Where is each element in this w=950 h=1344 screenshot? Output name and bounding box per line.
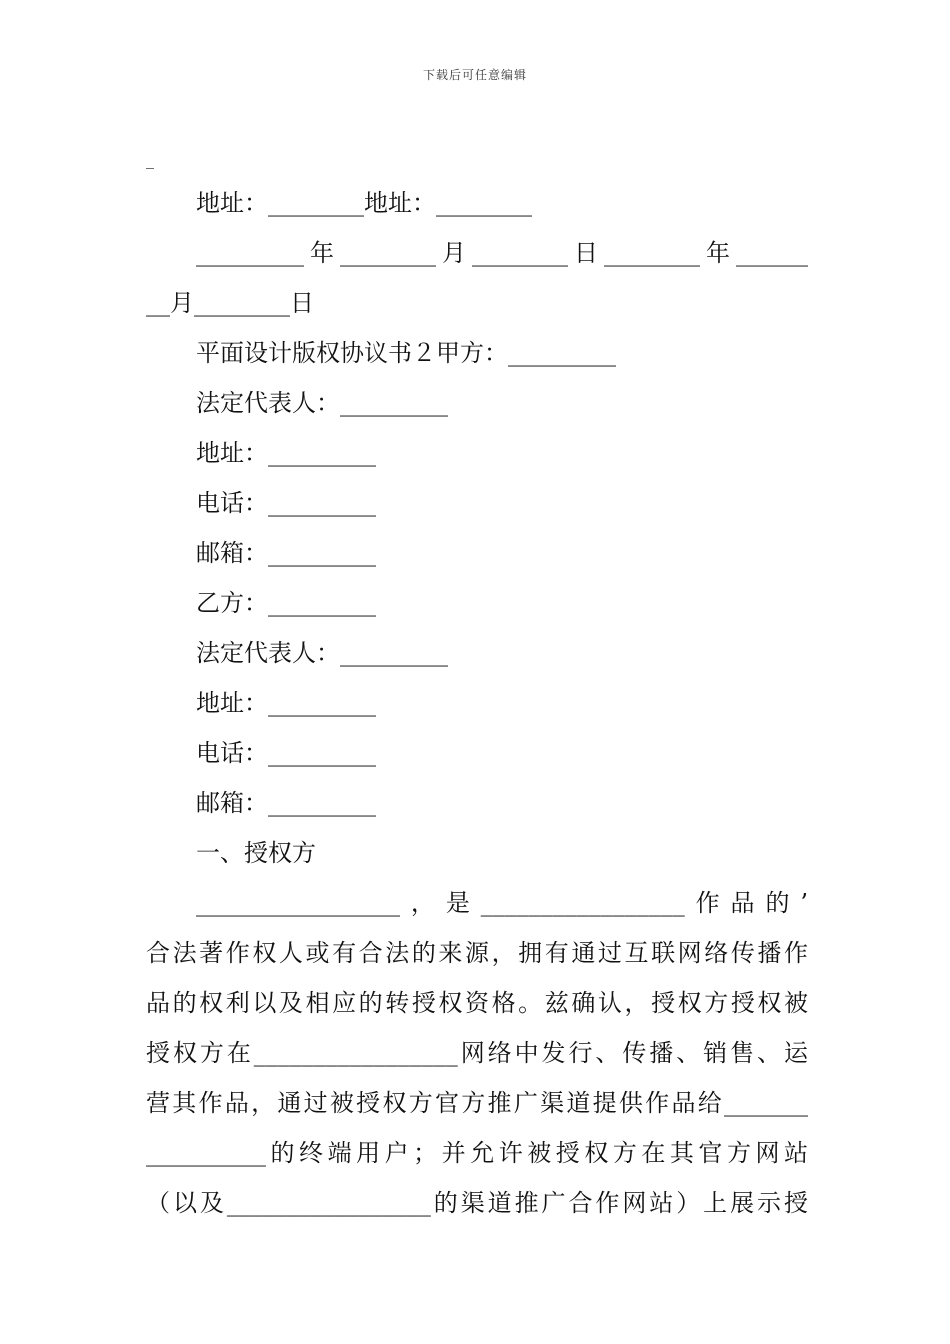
paragraph-line: 品的权利以及相应的转授权资格。兹确认，授权方授权被 (146, 989, 808, 1017)
party-a-email: 邮箱：_________ (196, 539, 376, 567)
party-a-address: 地址：_________ (196, 439, 376, 467)
party-b: 乙方：_________ (196, 589, 376, 617)
agreement-title-party-a: 平面设计版权协议书２甲方：_________ (196, 339, 616, 367)
paragraph-line: 营其作品，通过被授权方官方推广渠道提供作品给_______ (146, 1089, 808, 1117)
paragraph-line: __________的终端用户；并允许被授权方在其官方网站 (146, 1139, 808, 1167)
party-b-email: 邮箱：_________ (196, 789, 376, 817)
party-a-phone: 电话：_________ (196, 489, 376, 517)
party-b-address: 地址：_________ (196, 689, 376, 717)
party-b-phone: 电话：_________ (196, 739, 376, 767)
party-b-legal-rep: 法定代表人：_________ (196, 639, 448, 667)
document-body (146, 178, 808, 1228)
party-a-legal-rep: 法定代表人：_________ (196, 389, 448, 417)
date-line: _________年________月________日________年______ (196, 239, 808, 267)
address-line: 地址：________地址：________ (196, 189, 532, 217)
paragraph-line: 合法著作权人或有合法的来源，拥有通过互联网络传播作 (146, 939, 808, 967)
paragraph-line: 授权方在_________________网络中发行、传播、销售、运 (146, 1039, 808, 1067)
paragraph-line: _________________，是_________________作品的’ (196, 889, 808, 917)
top-mark: _ (146, 150, 154, 169)
page-header-note: 下载后可任意编辑 (422, 68, 527, 82)
date-line-continued: __月________日 (146, 289, 314, 317)
paragraph-line: （以及_________________的渠道推广合作网站）上展示授 (146, 1189, 808, 1217)
section-heading-licensor: 一、授权方 (196, 839, 316, 867)
